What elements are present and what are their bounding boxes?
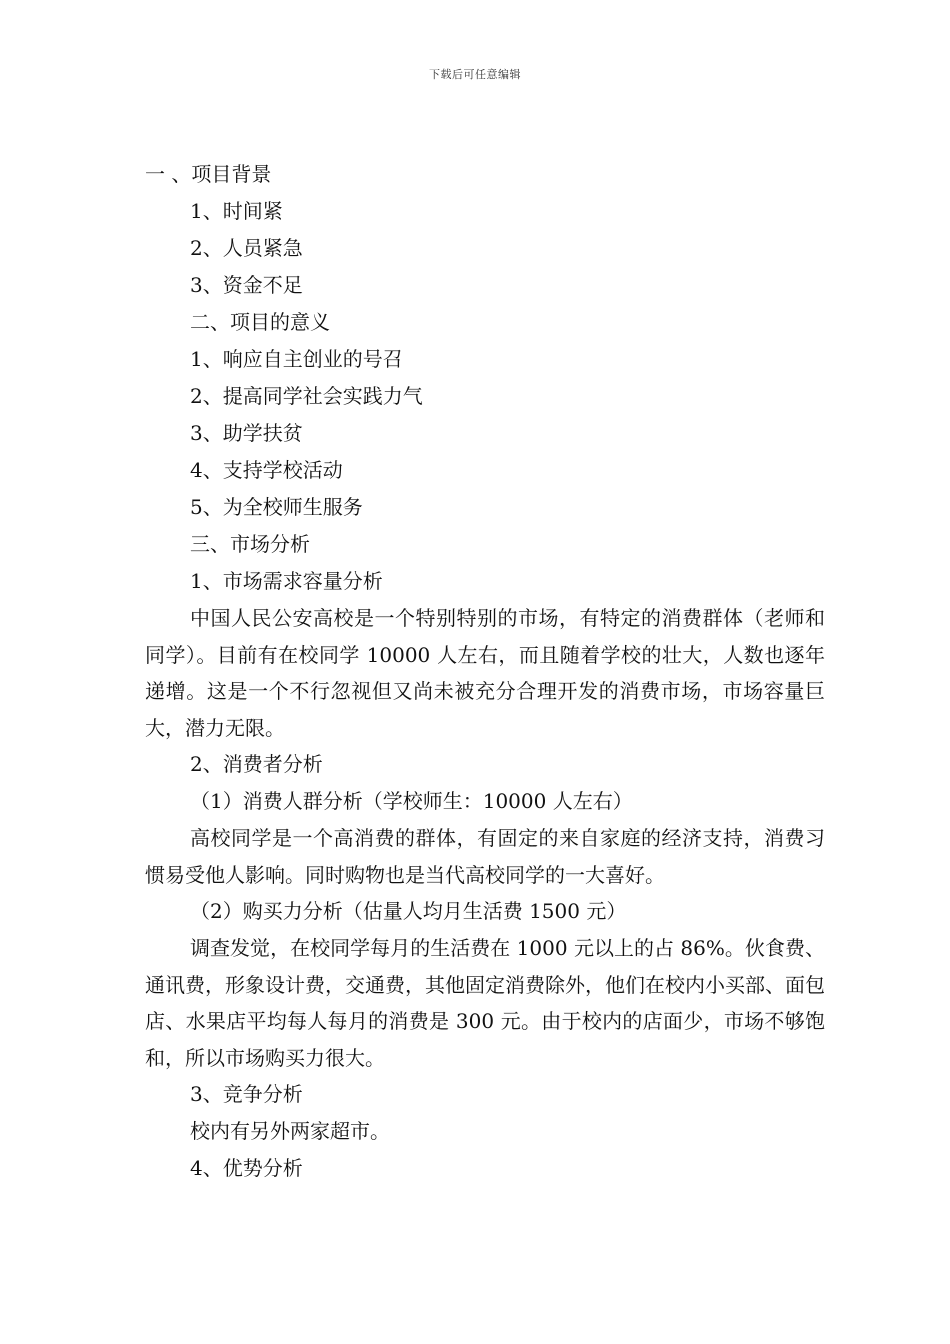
paragraph: 中国人民公安高校是一个特别特别的市场，有特定的消费群体（老师和同学）。目前有在校同学 10000 人左右，而且随着学校的壮大，人数也逐年递增。这是一个不行忽视但又尚未被充分合理开发的消费市场，市场容量巨大，潜力无限。 xyxy=(145,606,825,740)
document-body xyxy=(145,156,825,1187)
paragraph: 调查发觉，在校同学每月的生活费在 1000 元以上的占 86%。伙食费、通讯费，形象设计费，交通费，其他固定消费除外，他们在校内小买部、面包店、水果店平均每人每月的消费是 300 元。由于校内的店面少，市场不够饱和，所以市场购买力很大。 xyxy=(145,936,825,1070)
subheading: （1）消费人群分析（学校师生：10000 人左右） xyxy=(190,789,633,813)
subheading: 4、优势分析 xyxy=(190,1156,303,1180)
list-item: 1、时间紧 xyxy=(190,199,283,223)
page-header: 下载后可任意编辑 xyxy=(429,68,521,81)
section-heading-significance: 二、项目的意义 xyxy=(190,310,330,334)
list-item: 2、人员紧急 xyxy=(190,236,303,260)
paragraph: 高校同学是一个高消费的群体，有固定的来自家庭的经济支持，消费习惯易受他人影响。同时购物也是当代高校同学的一大喜好。 xyxy=(145,826,825,887)
section-heading-market: 三、市场分析 xyxy=(190,532,310,556)
section-heading-background: 一 、项目背景 xyxy=(145,162,272,186)
paragraph: 校内有另外两家超市。 xyxy=(190,1119,390,1143)
list-item: 3、助学扶贫 xyxy=(190,421,303,445)
list-item: 3、资金不足 xyxy=(190,273,303,297)
subheading: 2、消费者分析 xyxy=(190,752,323,776)
list-item: 5、为全校师生服务 xyxy=(190,495,363,519)
list-item: 4、支持学校活动 xyxy=(190,458,343,482)
list-item: 2、提高同学社会实践力气 xyxy=(190,384,423,408)
subheading: （2）购买力分析（估量人均月生活费 1500 元） xyxy=(190,899,627,923)
subheading: 3、竞争分析 xyxy=(190,1082,303,1106)
list-item: 1、响应自主创业的号召 xyxy=(190,347,403,371)
subheading: 1、市场需求容量分析 xyxy=(190,569,383,593)
